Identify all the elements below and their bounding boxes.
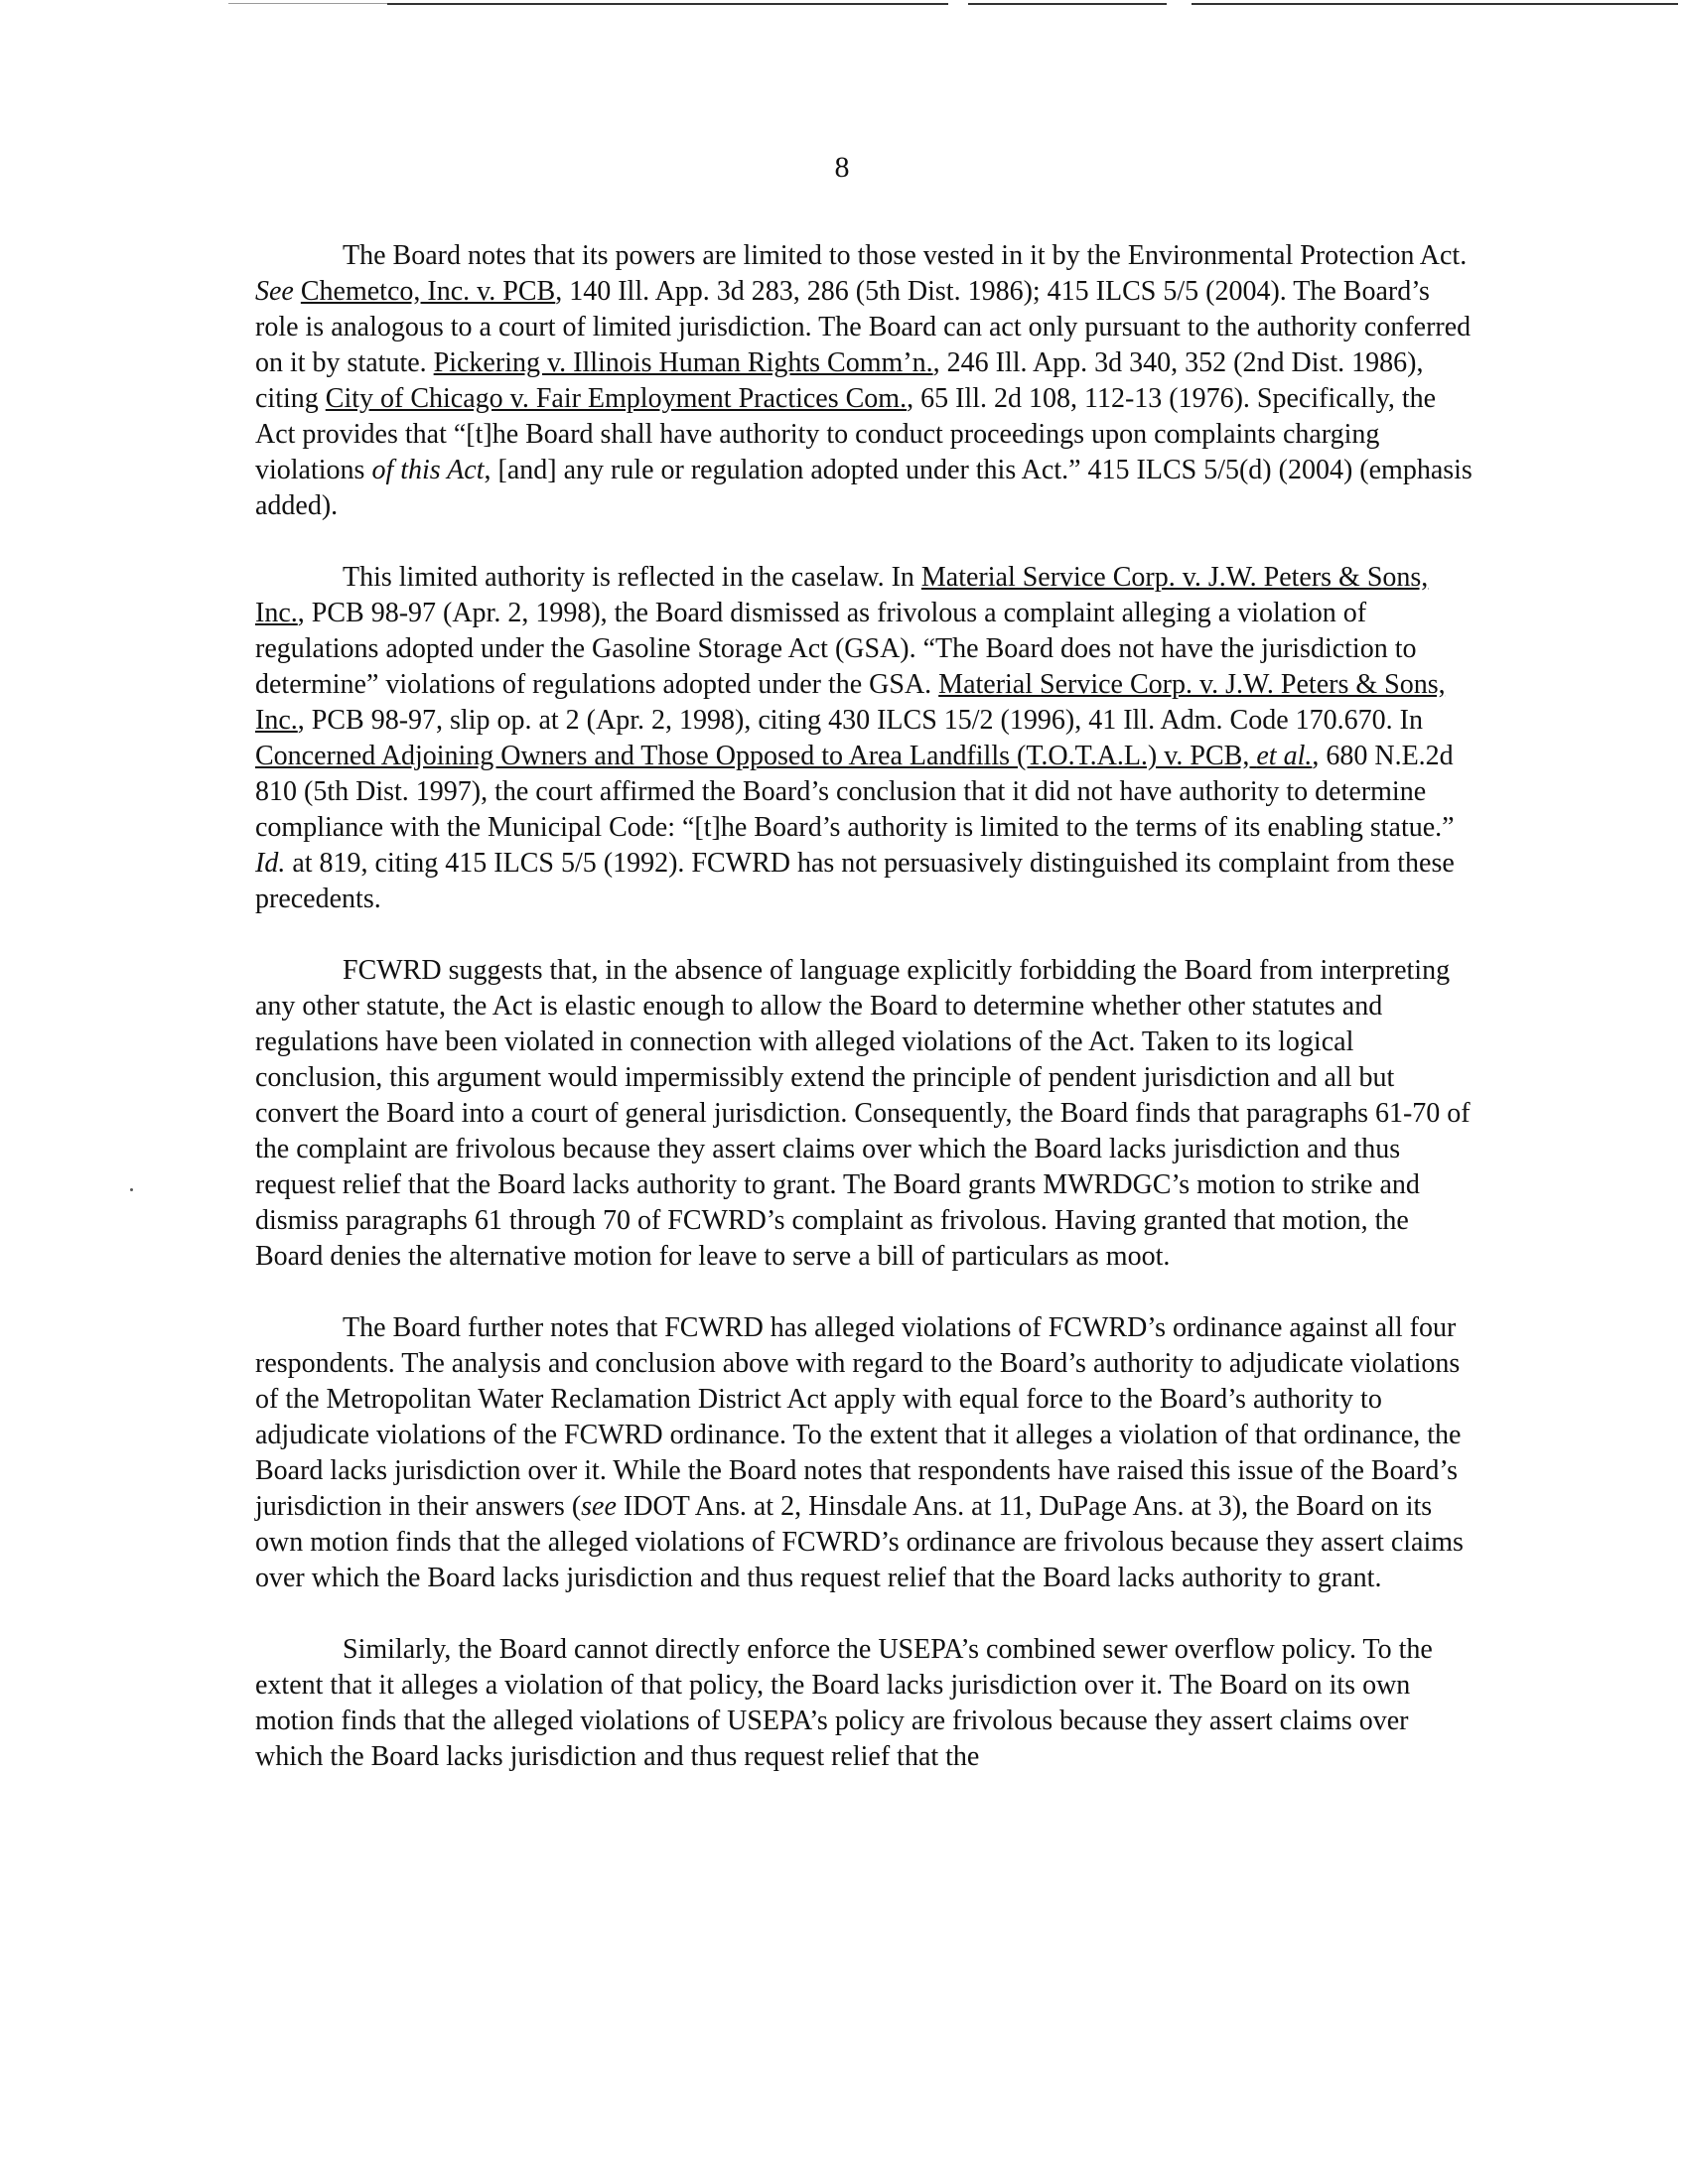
text-run: The Board notes that its powers are limited to those vested in it by the Environmental Protection Act. [343,240,1468,271]
scan-edge-line-2 [968,3,1167,5]
text-run: FCWRD suggests that, in the absence of language explicitly forbidding the Board from interpreting any other statute, the Act is elastic enough to allow the Board to determine whether other statutes and regulations have been violated in connection with alleged violations of the Act. Taken to its logical conclusion, this argument would impermissibly extend the principle of pendent jurisdiction and all but convert the Board into a court of general jurisdiction. Consequently, the Board finds that paragraphs 61-70 of the complaint are frivolous because they assert claims over which the Board lacks jurisdiction and thus request relief that the Board lacks authority to grant. The Board grants MWRDGC’s motion to strike and dismiss paragraphs 61 through 70 of FCWRD’s complaint as frivolous. Having granted that motion, the Board denies the alternative motion for leave to serve a bill of particulars as moot. [255,955,1471,1272]
page-number: 8 [834,151,850,184]
scan-edge-line-3 [1192,3,1678,5]
text-run: , [and] any rule or regulation adopted under this Act.” 415 ILCS 5/5(d) (2004) (emphasis added). [255,455,1473,521]
case-citation: Material Service Corp. v. J.W. Peters & Sons, Inc. [255,562,1429,628]
case-citation: City of Chicago v. Fair Employment Practices Com. [325,383,908,414]
paragraph-caselaw [255,560,1476,917]
paragraph-fcwrd-argument [255,953,1476,1275]
text-run: at 819, citing 415 ILCS 5/5 (1992). FCWRD has not persuasively distinguished its complaint from these precedents. [255,848,1455,914]
italic-text: of this Act [371,455,485,485]
text-run: The Board further notes that FCWRD has alleged violations of FCWRD’s ordinance against all four respondents. The analysis and conclusion above with regard to the Board’s authority to adjudicate violations of the Metropolitan Water Reclamation District Act apply with equal force to the Board’s authority to adjudicate violations of the FCWRD ordinance. To the extent that it alleges a violation of that ordinance, the Board lacks jurisdiction over it. While the Board notes that respondents have raised this issue of the Board’s jurisdiction in their answers ( [255,1312,1462,1522]
scan-edge-line-left [228,3,387,4]
paragraph-board-powers [255,238,1476,524]
case-citation: Pickering v. Illinois Human Rights Comm’n. [433,347,933,378]
text-run: , PCB 98-97, slip op. at 2 (Apr. 2, 1998), citing 430 ILCS 15/2 (1996), 41 Ill. Adm. Code 170.670. In [297,705,1423,736]
case-citation: Chemetco, Inc. v. PCB [300,276,556,307]
case-citation: Concerned Adjoining Owners and Those Opposed to Area Landfills (T.O.T.A.L.) v. PCB, [255,741,1257,771]
italic-text: Id. [255,848,286,879]
document-body [255,238,1476,1811]
case-citation: Material Service Corp. v. J.W. Peters & Sons, Inc. [255,669,1446,736]
case-citation-italic: et al. [1256,741,1313,771]
text-run: , 680 N.E.2d 810 (5th Dist. 1997), the court affirmed the Board’s conclusion that it did not have authority to determine compliance with the Municipal Code: “[t]he Board’s authority is limited to the terms of its enabling statue.” [255,741,1455,843]
text-run: , 140 Ill. App. 3d 283, 286 (5th Dist. 1986); 415 ILCS 5/5 (2004). The Board’s role is analogous to a court of limited jurisdiction. The Board can act only pursuant to the authority conferred on it by statute. [255,276,1472,378]
italic-text: see [581,1491,617,1522]
text-run: IDOT Ans. at 2, Hinsdale Ans. at 11, DuPage Ans. at 3), the Board on its own motion finds that the alleged violations of FCWRD’s ordinance are frivolous because they assert claims over which the Board lacks jurisdiction and thus request relief that the Board lacks authority to grant. [255,1491,1464,1593]
text-run: , PCB 98-97 (Apr. 2, 1998), the Board dismissed as frivolous a complaint alleging a violation of regulations adopted under the Gasoline Storage Act (GSA). “The Board does not have the jurisdiction to determine” violations of regulations adopted under the GSA. [255,598,1417,700]
text-run [294,276,301,307]
scan-speck [130,1188,133,1191]
paragraph-usepa-policy [255,1632,1476,1775]
text-run: This limited authority is reflected in the caselaw. In [343,562,921,593]
italic-text: See [255,276,294,307]
text-run: Similarly, the Board cannot directly enforce the USEPA’s combined sewer overflow policy. To the extent that it alleges a violation of that policy, the Board lacks jurisdiction over it. The Board on its own motion finds that the alleged violations of USEPA’s policy are frivolous because they assert claims over which the Board lacks jurisdiction and thus request relief that the [255,1634,1433,1772]
text-run: , 65 Ill. 2d 108, 112-13 (1976). Specifically, the Act provides that “[t]he Board shall have authority to conduct proceedings upon complaints charging violations [255,383,1437,485]
text-run: , 246 Ill. App. 3d 340, 352 (2nd Dist. 1986), citing [255,347,1424,414]
scan-edge-line-1 [387,3,948,5]
paragraph-ordinance [255,1310,1476,1596]
